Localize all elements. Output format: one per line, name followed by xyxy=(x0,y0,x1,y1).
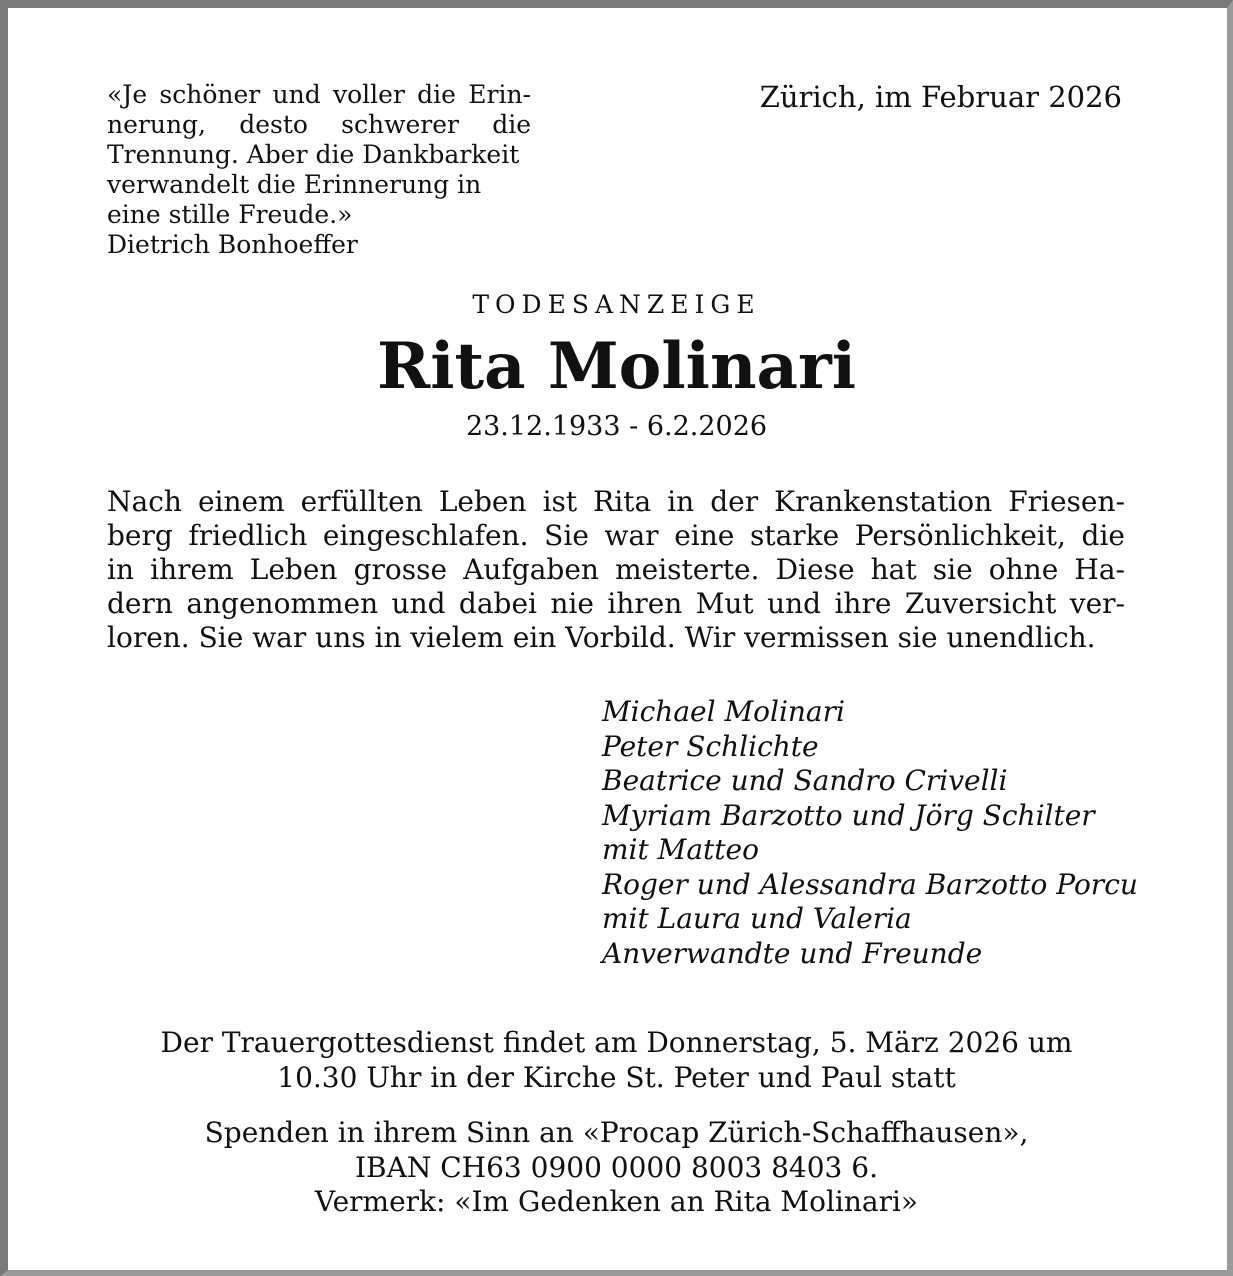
mourner-line: Roger und Alessandra Barzotto Porcu xyxy=(602,867,1138,901)
mourner-line: mit Laura und Valeria xyxy=(602,902,912,935)
obituary-line: Nach einem erfüllten Leben ist Rita in der Krankenstation Friesen- xyxy=(107,485,1125,518)
mourner-line: Anverwandte und Freunde xyxy=(602,936,983,970)
mourner-line: mit Matteo xyxy=(602,833,759,866)
obituary-text xyxy=(107,485,1125,655)
mourner-line: Peter Schlichte xyxy=(602,729,819,763)
obituary-line: dern angenommen und dabei nie ihren Mut und ihre Zuversicht ver- xyxy=(107,587,1125,620)
donation-line: Vermerk: «Im Gedenken an Rita Molinari» xyxy=(314,1185,919,1218)
place-and-date: Zürich, im Februar 2026 xyxy=(759,80,1122,114)
quote-line: nerung, desto schwerer die xyxy=(107,110,531,139)
service-line: 10.30 Uhr in der Kirche St. Peter und Paul statt xyxy=(277,1060,956,1094)
service-line: Der Trauergottesdienst findet am Donnerstag, 5. März 2026 um xyxy=(160,1026,1073,1059)
mourner-line: Myriam Barzotto und Jörg Schilter xyxy=(602,798,1095,832)
quote-line: eine stille Freude.» xyxy=(107,200,353,229)
quote-line: Trennung. Aber die Dankbarkeit xyxy=(107,140,520,169)
deceased-name: Rita Molinari xyxy=(377,329,856,404)
obituary-line: loren. Sie war uns in vielem ein Vorbild. Wir vermissen sie unendlich. xyxy=(107,621,1096,654)
life-dates: 23.12.1933 - 6.2.2026 xyxy=(465,411,768,442)
mourner-line: Michael Molinari xyxy=(602,695,845,728)
quote-line: «Je schöner und voller die Erin- xyxy=(107,80,531,109)
donation-line: Spenden in ihrem Sinn an «Procap Zürich-Schaffhausen», xyxy=(204,1116,1029,1149)
quote-line: verwandelt die Erinnerung in xyxy=(107,170,482,199)
obituary-line: berg friedlich eingeschlafen. Sie war eine starke Persönlichkeit, die xyxy=(107,519,1125,552)
obituary-line: in ihrem Leben grosse Aufgaben meisterte. Diese hat sie ohne Ha- xyxy=(107,553,1125,586)
quote-author: Dietrich Bonhoeffer xyxy=(107,230,358,259)
donation-line: IBAN CH63 0900 0000 8003 8403 6. xyxy=(355,1150,878,1184)
bonhoeffer-quote xyxy=(107,80,531,260)
mourners-list xyxy=(602,695,1138,971)
notice-label: TODESANZEIGE xyxy=(472,290,761,319)
mourner-line: Beatrice und Sandro Crivelli xyxy=(602,764,1008,797)
funeral-service-info xyxy=(0,1026,1233,1095)
donation-info xyxy=(0,1116,1233,1220)
